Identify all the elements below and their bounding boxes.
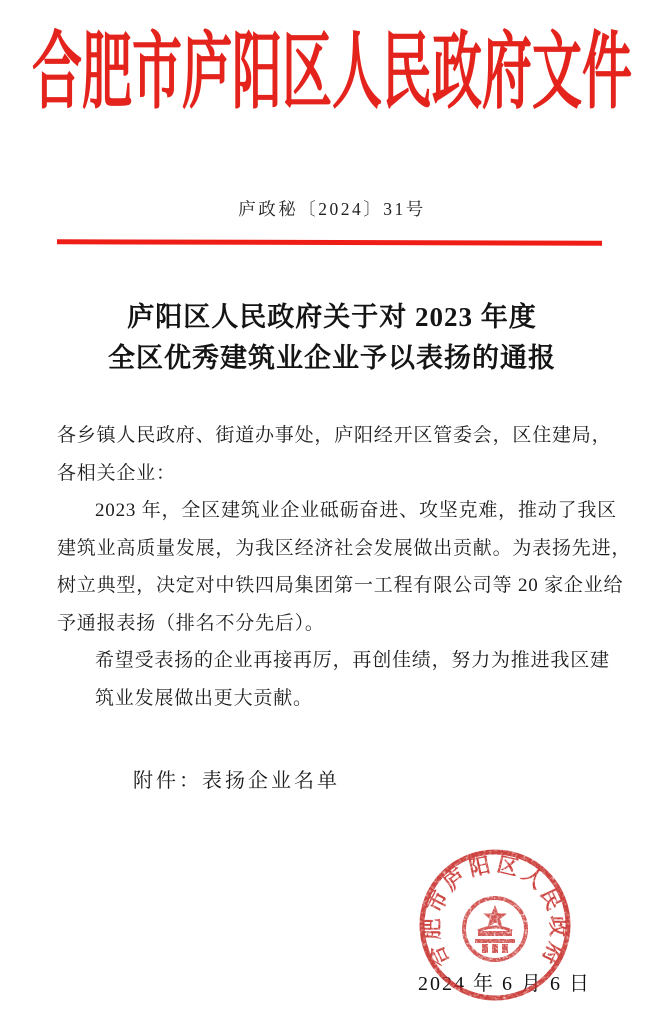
document-date: 2024 年 6 月 6 日 <box>418 973 591 995</box>
body-line: 各乡镇人民政府、街道办事处，庐阳经开区管委会，区住建局， <box>57 425 612 446</box>
red-header-title: 合肥市庐阳区人民政府文件 <box>32 24 632 120</box>
document-number: 庐政秘〔2024〕31号 <box>238 199 426 219</box>
document-title-line2: 全区优秀建筑业企业予以表扬的通报 <box>108 343 556 373</box>
body-line: 2023 年，全区建筑业企业砥砺奋进、攻坚克难，推动了我区 <box>95 500 617 521</box>
document-body <box>57 417 632 717</box>
seal-circular-text: 合肥市庐阳区人民政府 <box>419 852 571 973</box>
body-line: 建筑业高质量发展，为我区经济社会发展做出贡献。为表扬先进， <box>57 537 632 559</box>
red-divider-line <box>57 239 602 245</box>
attachment-note: 附件：表扬企业名单 <box>133 770 340 792</box>
body-line: 予通报表扬（排名不分先后）。 <box>57 612 325 634</box>
body-line: 筑业发展做出更大贡献。 <box>95 687 313 709</box>
body-line: 希望受表扬的企业再接再厉，再创佳绩，努力为推进我区建 <box>95 650 610 671</box>
document-title-line1: 庐阳区人民政府关于对 2023 年度 <box>127 302 537 332</box>
document-title <box>0 297 664 379</box>
national-emblem-icon <box>464 898 526 960</box>
body-line: 各相关企业： <box>57 462 176 484</box>
body-line: 树立典型，决定对中铁四局集团第一工程有限公司等 20 家企业给 <box>57 575 624 596</box>
